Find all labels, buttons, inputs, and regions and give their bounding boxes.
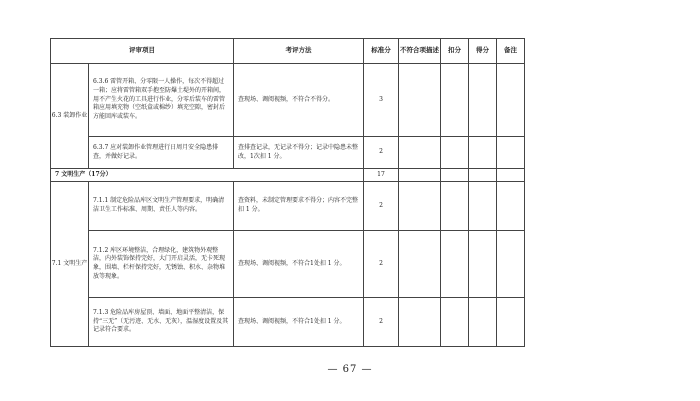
- method-cell: 查现场、调阅视频，不符合1处扣 1 分。: [234, 231, 364, 298]
- nonconform-cell: [399, 169, 441, 182]
- table-header-row: [51, 39, 525, 64]
- header-remark: 备注: [497, 39, 525, 64]
- header-method: 考评方法: [234, 39, 364, 64]
- score-cell: [469, 231, 497, 298]
- table-row: [51, 298, 525, 347]
- method-cell: 查现场、调阅视频，不符合1处扣 1 分。: [234, 298, 364, 347]
- table-row: [51, 182, 525, 231]
- item-cell: 7.1.3 危险品库房屋顶、墙面、地面平整清洁，保持“三无”（无污迹、无水、无灰），温湿度设置及其记录符合要求。: [89, 298, 234, 347]
- section-standard: 17: [364, 169, 399, 182]
- table-row: [51, 231, 525, 298]
- header-score: 得分: [469, 39, 497, 64]
- remark-cell: [497, 298, 525, 347]
- score-cell: [469, 169, 497, 182]
- category-cell: 7.1 文明生产: [51, 182, 89, 347]
- header-deduct: 扣分: [441, 39, 469, 64]
- method-cell: 查排查记录，无记录不得分；记录中隐患未整改，1次扣 1 分。: [234, 137, 364, 169]
- page-number: — 67 —: [327, 364, 373, 375]
- header-item: 评审项目: [51, 39, 234, 64]
- table-row: [51, 64, 525, 137]
- score-cell: [469, 64, 497, 137]
- deduct-cell: [441, 231, 469, 298]
- method-cell: 查资料，未制定管理要求不得分；内容不完整扣 1 分。: [234, 182, 364, 231]
- standard-cell: 2: [364, 298, 399, 347]
- deduct-cell: [441, 298, 469, 347]
- nonconform-cell: [399, 182, 441, 231]
- remark-cell: [497, 137, 525, 169]
- deduct-cell: [441, 64, 469, 137]
- header-nonconform: 不符合项描述: [399, 39, 441, 64]
- nonconform-cell: [399, 137, 441, 169]
- deduct-cell: [441, 137, 469, 169]
- evaluation-table: [50, 38, 525, 347]
- item-cell: 7.1.1 制定危险品库区文明生产管理要求，明确清洁卫生工作标准、周期、责任人等内容。: [89, 182, 234, 231]
- section-row: [51, 169, 525, 182]
- nonconform-cell: [399, 231, 441, 298]
- score-cell: [469, 298, 497, 347]
- score-cell: [469, 182, 497, 231]
- deduct-cell: [441, 169, 469, 182]
- category-cell: 6.3 装卸作业: [51, 64, 89, 169]
- item-cell: 7.1.2 库区环境整洁，合理绿化，建筑物外观整洁，内外装饰保持完好，大门开启灵活，无卡死现象，围墙、栏杆保持完好，无锈蚀、积水、杂物堆放等现象。: [89, 231, 234, 298]
- deduct-cell: [441, 182, 469, 231]
- item-cell: 6.3.7 应对装卸作业管理进行日周月安全隐患排查，并做好记录。: [89, 137, 234, 169]
- remark-cell: [497, 182, 525, 231]
- nonconform-cell: [399, 298, 441, 347]
- item-cell: 6.3.6 雷管开箱、分零限一人操作，每次不得超过一箱；应将雷管箱双手抱至防爆土堤外的开箱间，用不产生火花的工具进行作业，分零后装车的雷管箱应用填充物（空纸盒或棉纱）填充空隙，密封后方能回库或装车。: [89, 64, 234, 137]
- remark-cell: [497, 231, 525, 298]
- header-standard: 标准分: [364, 39, 399, 64]
- standard-cell: 3: [364, 64, 399, 137]
- score-cell: [469, 137, 497, 169]
- remark-cell: [497, 169, 525, 182]
- standard-cell: 2: [364, 231, 399, 298]
- nonconform-cell: [399, 64, 441, 137]
- method-cell: 查现场、调阅视频，不符合不得分。: [234, 64, 364, 137]
- table-row: [51, 137, 525, 169]
- section-title: 7 文明生产（17分）: [51, 169, 364, 182]
- standard-cell: 2: [364, 182, 399, 231]
- remark-cell: [497, 64, 525, 137]
- standard-cell: 2: [364, 137, 399, 169]
